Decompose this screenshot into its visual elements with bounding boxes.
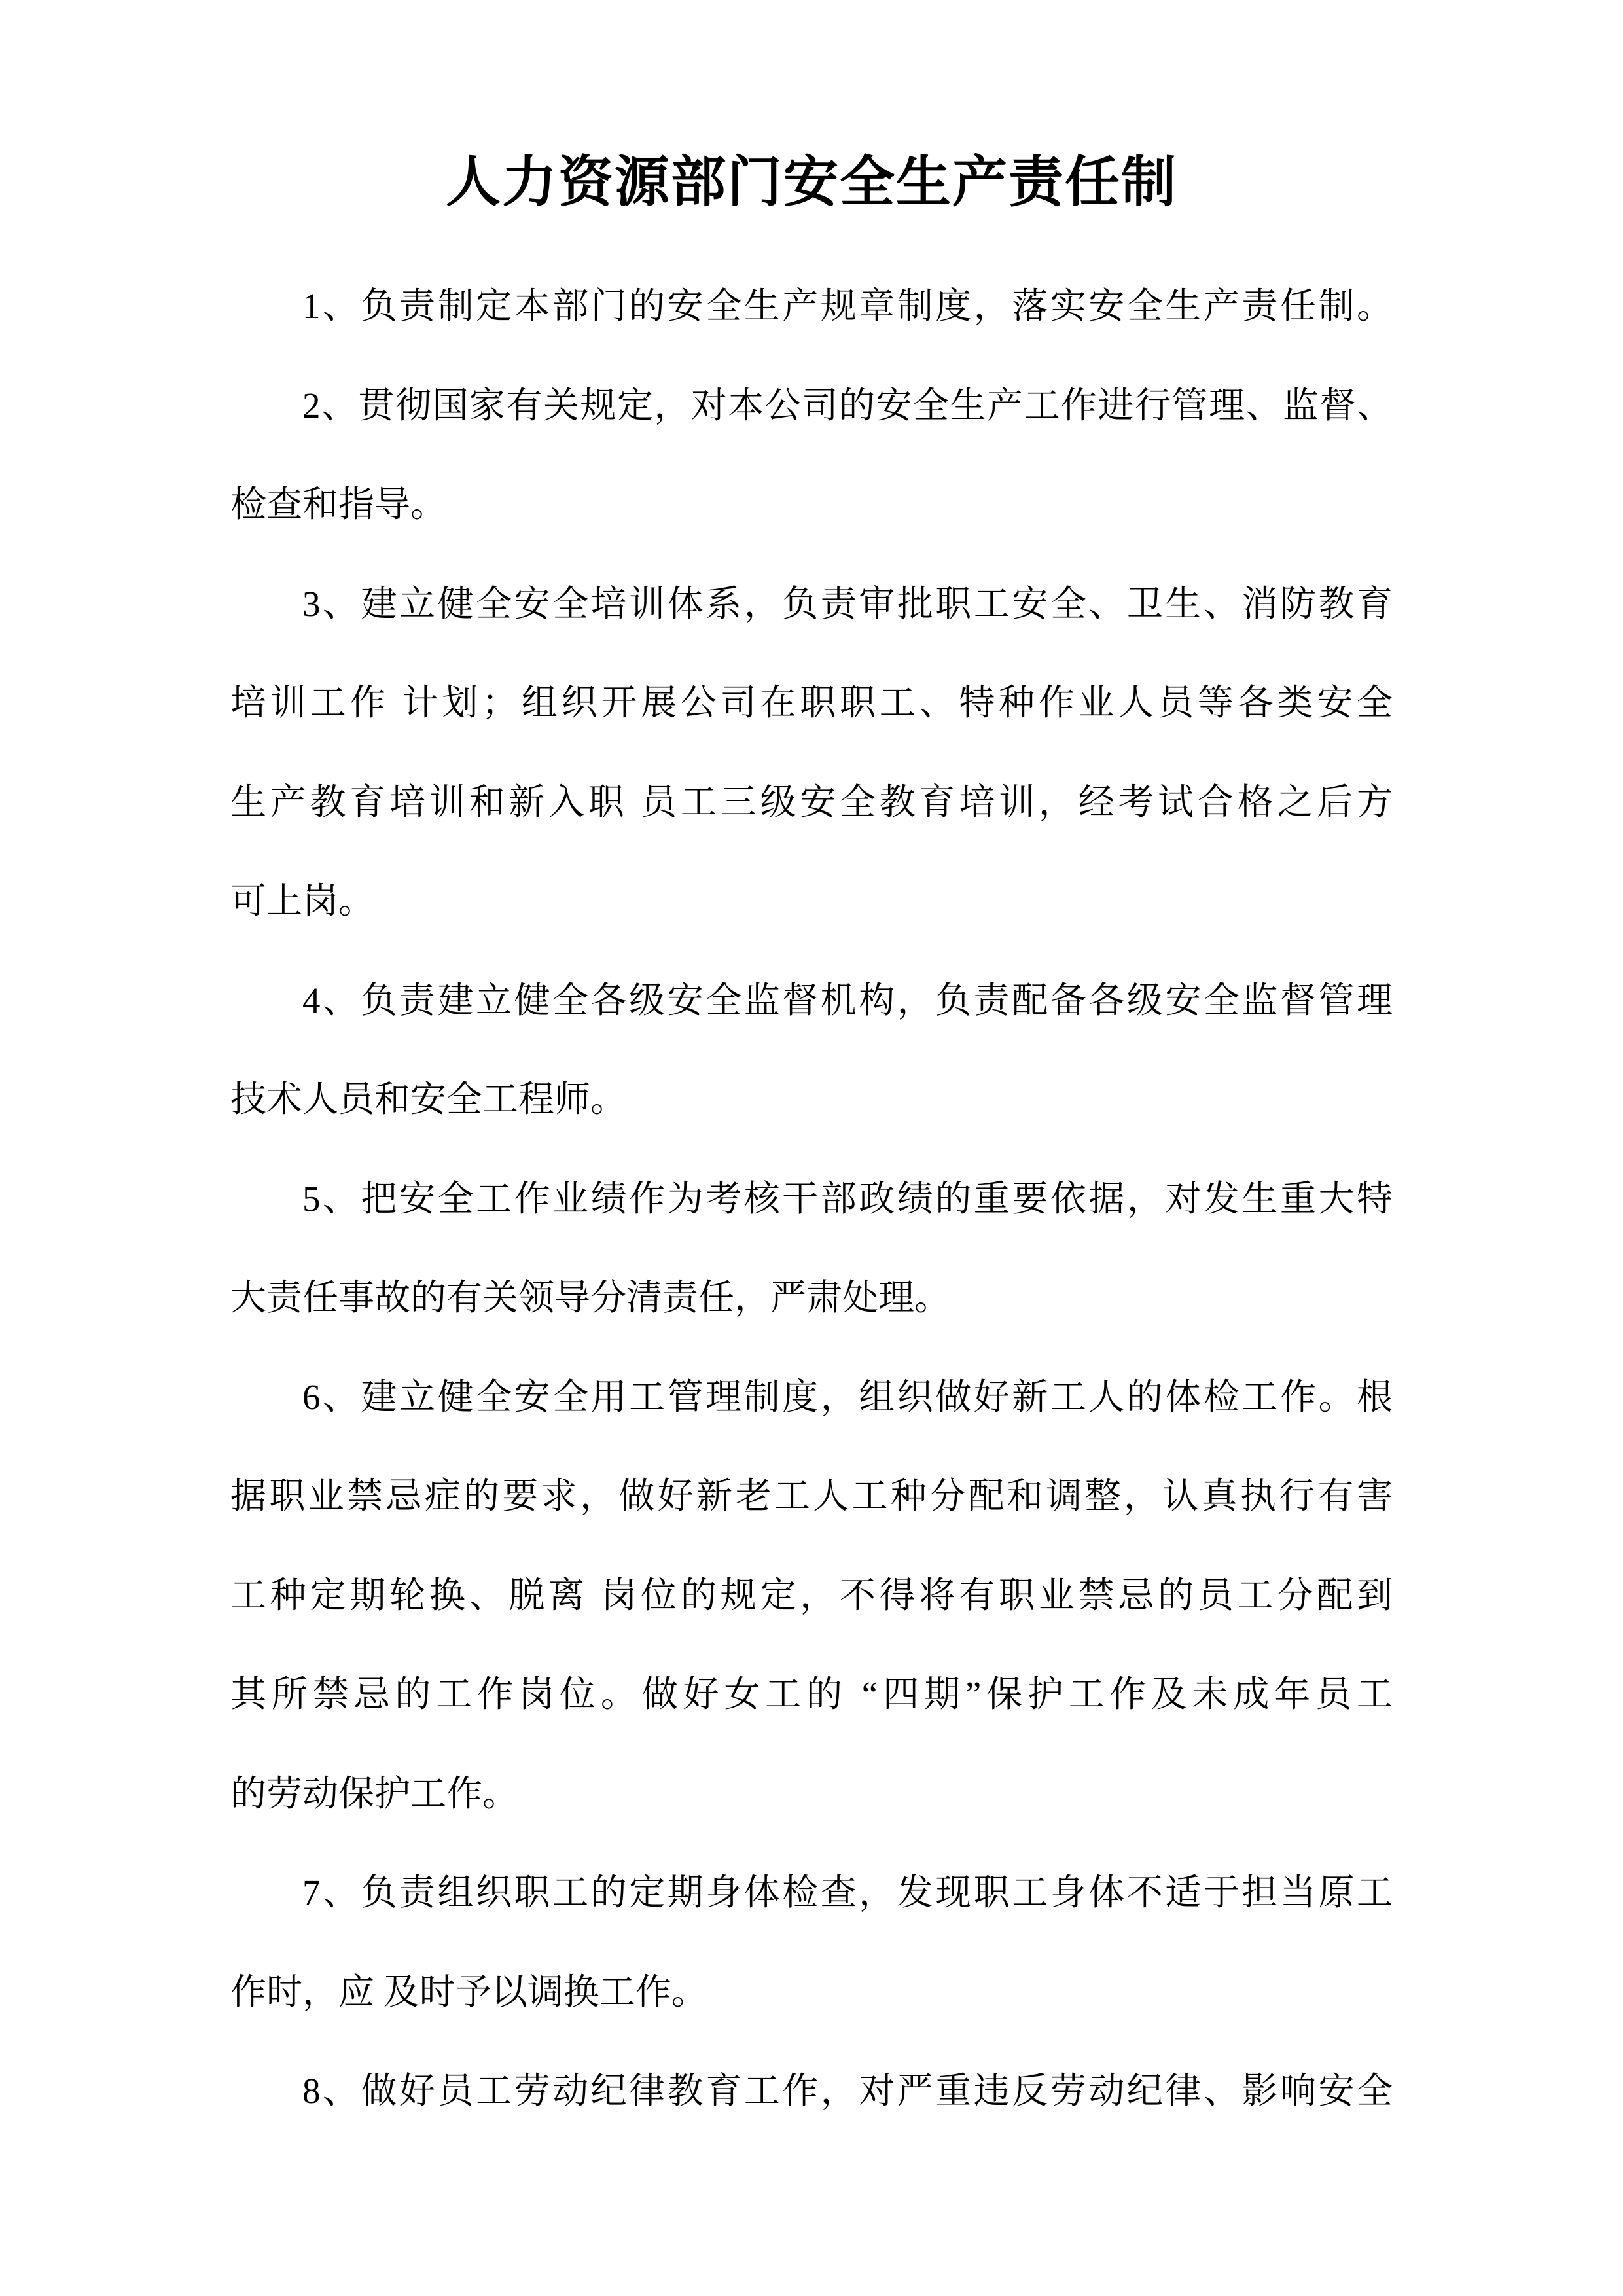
document-line: 生产教育培训和新入职 员工三级安全教育培训，经考试合格之后方 [230,781,1393,822]
document-line: 技术人员和安全工程师。 [230,1079,627,1119]
document-line: 可上岗。 [230,881,375,921]
document-line: 作时，应 及时予以调换工作。 [230,1971,707,2012]
document-line: 4、负责建立健全各级安全监督机构，负责配备各级安全监督管理 [302,980,1393,1020]
document-line: 6、建立健全安全用工管理制度，组织做好新工人的体检工作。根 [302,1376,1393,1417]
document-line: 1、负责制定本部门的安全生产规章制度，落实安全生产责任制。 [302,286,1393,326]
document-line: 5、把安全工作业绩作为考核干部政绩的重要依据，对发生重大特 [302,1178,1393,1219]
document-line: 大责任事故的有关领导分清责任，严肃处理。 [230,1278,951,1318]
document-line: 检查和指导。 [230,484,447,524]
document-line: 8、做好员工劳动纪律教育工作，对严重违反劳动纪律、影响安全 [302,2071,1393,2111]
document-line: 3、建立健全安全培训体系，负责审批职工安全、卫生、消防教育 [302,583,1393,624]
document-line: 其所禁忌的工作岗位。做好女工的 “四期”保护工作及未成年员工 [230,1674,1393,1714]
document-line: 培训工作 计划；组织开展公司在职职工、特种作业人员等各类安全 [230,683,1393,723]
document-title: 人力资源部门安全生产责任制 [445,152,1177,213]
document-line: 的劳动保护工作。 [230,1773,519,1814]
document-line: 据职业禁忌症的要求，做好新老工人工种分配和调整，认真执行有害 [230,1476,1393,1516]
document-body [230,257,1393,2141]
document-line: 工种定期轮换、脱离 岗位的规定，不得将有职业禁忌的员工分配到 [230,1575,1393,1615]
document-line: 2、贯彻国家有关规定，对本公司的安全生产工作进行管理、监督、 [302,385,1393,425]
document-line: 7、负责组织职工的定期身体检查，发现职工身体不适于担当原工 [302,1873,1393,1912]
